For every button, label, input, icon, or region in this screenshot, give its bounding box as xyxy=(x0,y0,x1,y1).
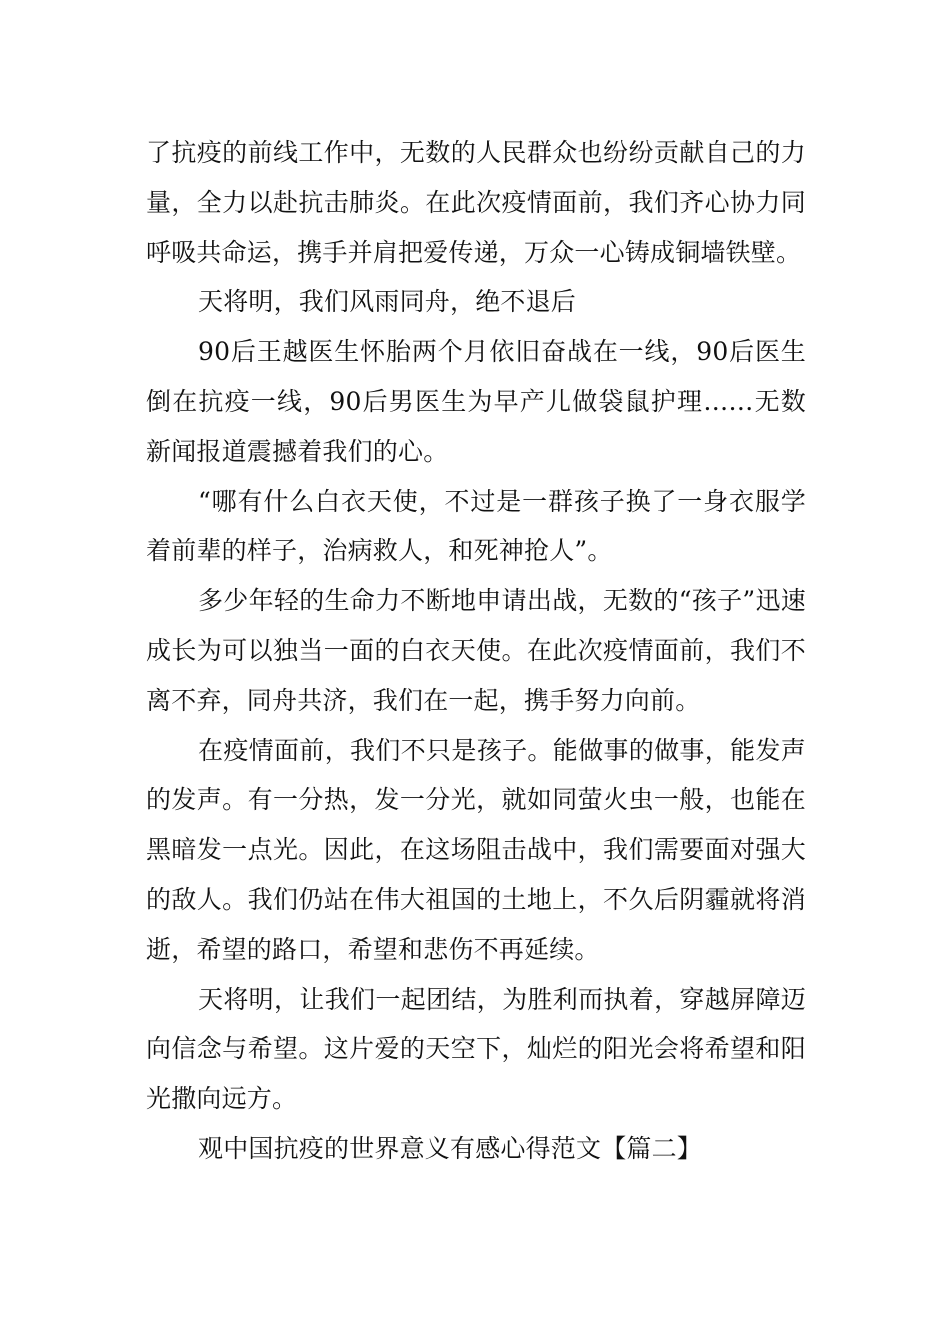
paragraph-unite: 天将明，让我们一起团结，为胜利而执着，穿越屏障迈向信念与希望。这片爱的天空下，灿烂的阳光会将希望和阳光撒向远方。 xyxy=(146,984,806,1114)
paragraph-post90s-doctors: 90后王越医生怀胎两个月依旧奋战在一线，90后医生倒在抗疫一线，90后男医生为早产儿做袋鼠护理……无数新闻报道震撼着我们的心。 xyxy=(146,337,806,466)
paragraph-young-lives: 多少年轻的生命力不断地申请出战，无数的“孩子”迅速成长为可以独当一面的白衣天使。在此次疫情面前，我们不离不弃，同舟共济，我们在一起，携手努力向前。 xyxy=(146,586,806,715)
section-heading-together: 天将明，我们风雨同舟，绝不退后 xyxy=(198,287,577,317)
paragraph-continuation: 了抗疫的前线工作中，无数的人民群众也纷纷贡献自己的力量，全力以赴抗击肺炎。在此次疫情面前，我们齐心协力同呼吸共命运，携手并肩把爱传递，万众一心铸成铜墙铁壁。 xyxy=(146,138,806,267)
paragraph-quote: “哪有什么白衣天使，不过是一群孩子换了一身衣服学着前辈的样子，治病救人，和死神抢人”。 xyxy=(146,486,806,566)
document-body xyxy=(146,128,806,1174)
section-title-part-two: 观中国抗疫的世界意义有感心得范文【篇二】 xyxy=(198,1133,703,1163)
paragraph-not-just-children: 在疫情面前，我们不只是孩子。能做事的做事，能发声的发声。有一分热，发一分光，就如同萤火虫一般，也能在黑暗发一点光。因此，在这场阻击战中，我们需要面对强大的敌人。我们仍站在伟大祖国的土地上，不久后阴霾就将消逝，希望的路口，希望和悲伤不再延续。 xyxy=(146,735,806,964)
